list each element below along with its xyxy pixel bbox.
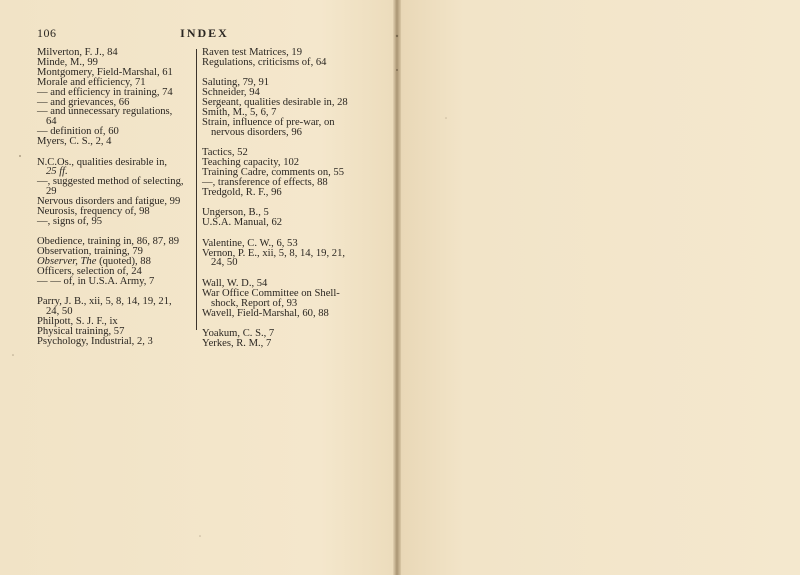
index-entry: — — of, in U.S.A. Army, 7 [37, 276, 155, 288]
index-entry: Training Cadre, comments on, 55 [202, 167, 345, 179]
index-column-left [37, 48, 192, 347]
group-gap [37, 147, 192, 158]
index-entry-continuation: 64 [46, 116, 57, 128]
index-entry: Wall, W. D., 54 [202, 277, 268, 289]
column-divider [196, 49, 197, 330]
index-entry: Montgomery, Field-Marshal, 61 [37, 66, 173, 78]
index-entry-italic: Observer, The [37, 256, 97, 268]
index-entry-italic: 25 ff. [46, 166, 68, 178]
index-title: INDEX [180, 26, 229, 40]
index-entry: — and efficiency in training, 74 [37, 86, 173, 98]
index-entry: Observation, training, 79 [37, 246, 143, 258]
index-entry: Yerkes, R. M., 7 [202, 337, 272, 349]
index-entry-suffix: (quoted), 88 [96, 256, 151, 268]
index-entry: Regulations, criticisms of, 64 [202, 56, 327, 68]
index-entry: Tactics, 52 [202, 147, 248, 159]
index-entry-continuation: 29 [46, 186, 57, 198]
page-number: 106 [37, 26, 57, 40]
index-entry: Sergeant, qualities desirable in, 28 [202, 97, 348, 109]
index-column-right [202, 48, 370, 349]
index-entry-continuation: nervous disorders, 96 [211, 126, 302, 138]
index-entry: Milverton, F. J., 84 [37, 47, 118, 58]
index-entry: Ungerson, B., 5 [202, 207, 269, 219]
index-entry: Tredgold, R. F., 96 [202, 186, 282, 198]
index-entry-continuation: 24, 50 [46, 306, 73, 318]
index-entry: —, suggested method of selecting, [37, 176, 184, 188]
index-entry-continuation: 24, 50 [211, 257, 238, 269]
index-entry: Smith, M., 5, 6, 7 [202, 107, 277, 119]
index-entry: Teaching capacity, 102 [202, 157, 300, 169]
index-entry: Nervous disorders and fatigue, 99 [37, 196, 181, 208]
index-entry: Saluting, 79, 91 [202, 77, 270, 89]
index-entry: Vernon, P. E., xii, 5, 8, 14, 19, 21, [202, 247, 346, 259]
index-entry: Minde, M., 99 [37, 56, 98, 68]
index-entry-continuation: shock, Report of, 93 [211, 297, 298, 309]
index-entry: Schneider, 94 [202, 87, 260, 99]
right-page-blank [398, 0, 800, 575]
index-entry: N.C.Os., qualities desirable in, [37, 156, 168, 168]
index-entry: Psychology, Industrial, 2, 3 [37, 336, 153, 348]
index-entry: Officers, selection of, 24 [37, 266, 142, 278]
index-entry: Physical training, 57 [37, 326, 125, 338]
left-page [0, 0, 397, 575]
index-entry: —, transference of effects, 88 [202, 176, 328, 188]
index-entry: War Office Committee on Shell- [202, 287, 340, 299]
index-entry: Neurosis, frequency of, 98 [37, 206, 150, 218]
running-head [37, 26, 372, 42]
index-entry: Myers, C. S., 2, 4 [37, 136, 112, 148]
index-entry: Obedience, training in, 86, 87, 89 [37, 236, 180, 248]
index-entry: U.S.A. Manual, 62 [202, 217, 283, 229]
index-entry: —, signs of, 95 [37, 216, 103, 227]
index-entry: Strain, influence of pre-war, on [202, 116, 335, 128]
index-entry: Valentine, C. W., 6, 53 [202, 237, 298, 249]
index-entry: Wavell, Field-Marshal, 60, 88 [202, 307, 329, 319]
index-entry: Morale and efficiency, 71 [37, 76, 146, 88]
index-entry: — definition of, 60 [37, 126, 119, 138]
index-entry: Raven test Matrices, 19 [202, 47, 303, 58]
index-entry: — and grievances, 66 [37, 96, 130, 108]
index-entry: Philpott, S. J. F., ix [37, 316, 118, 328]
index-entry: — and unnecessary regulations, [37, 106, 173, 118]
index-entry: Yoakum, C. S., 7 [202, 327, 275, 339]
index-entry: Parry, J. B., xii, 5, 8, 14, 19, 21, [37, 296, 172, 308]
